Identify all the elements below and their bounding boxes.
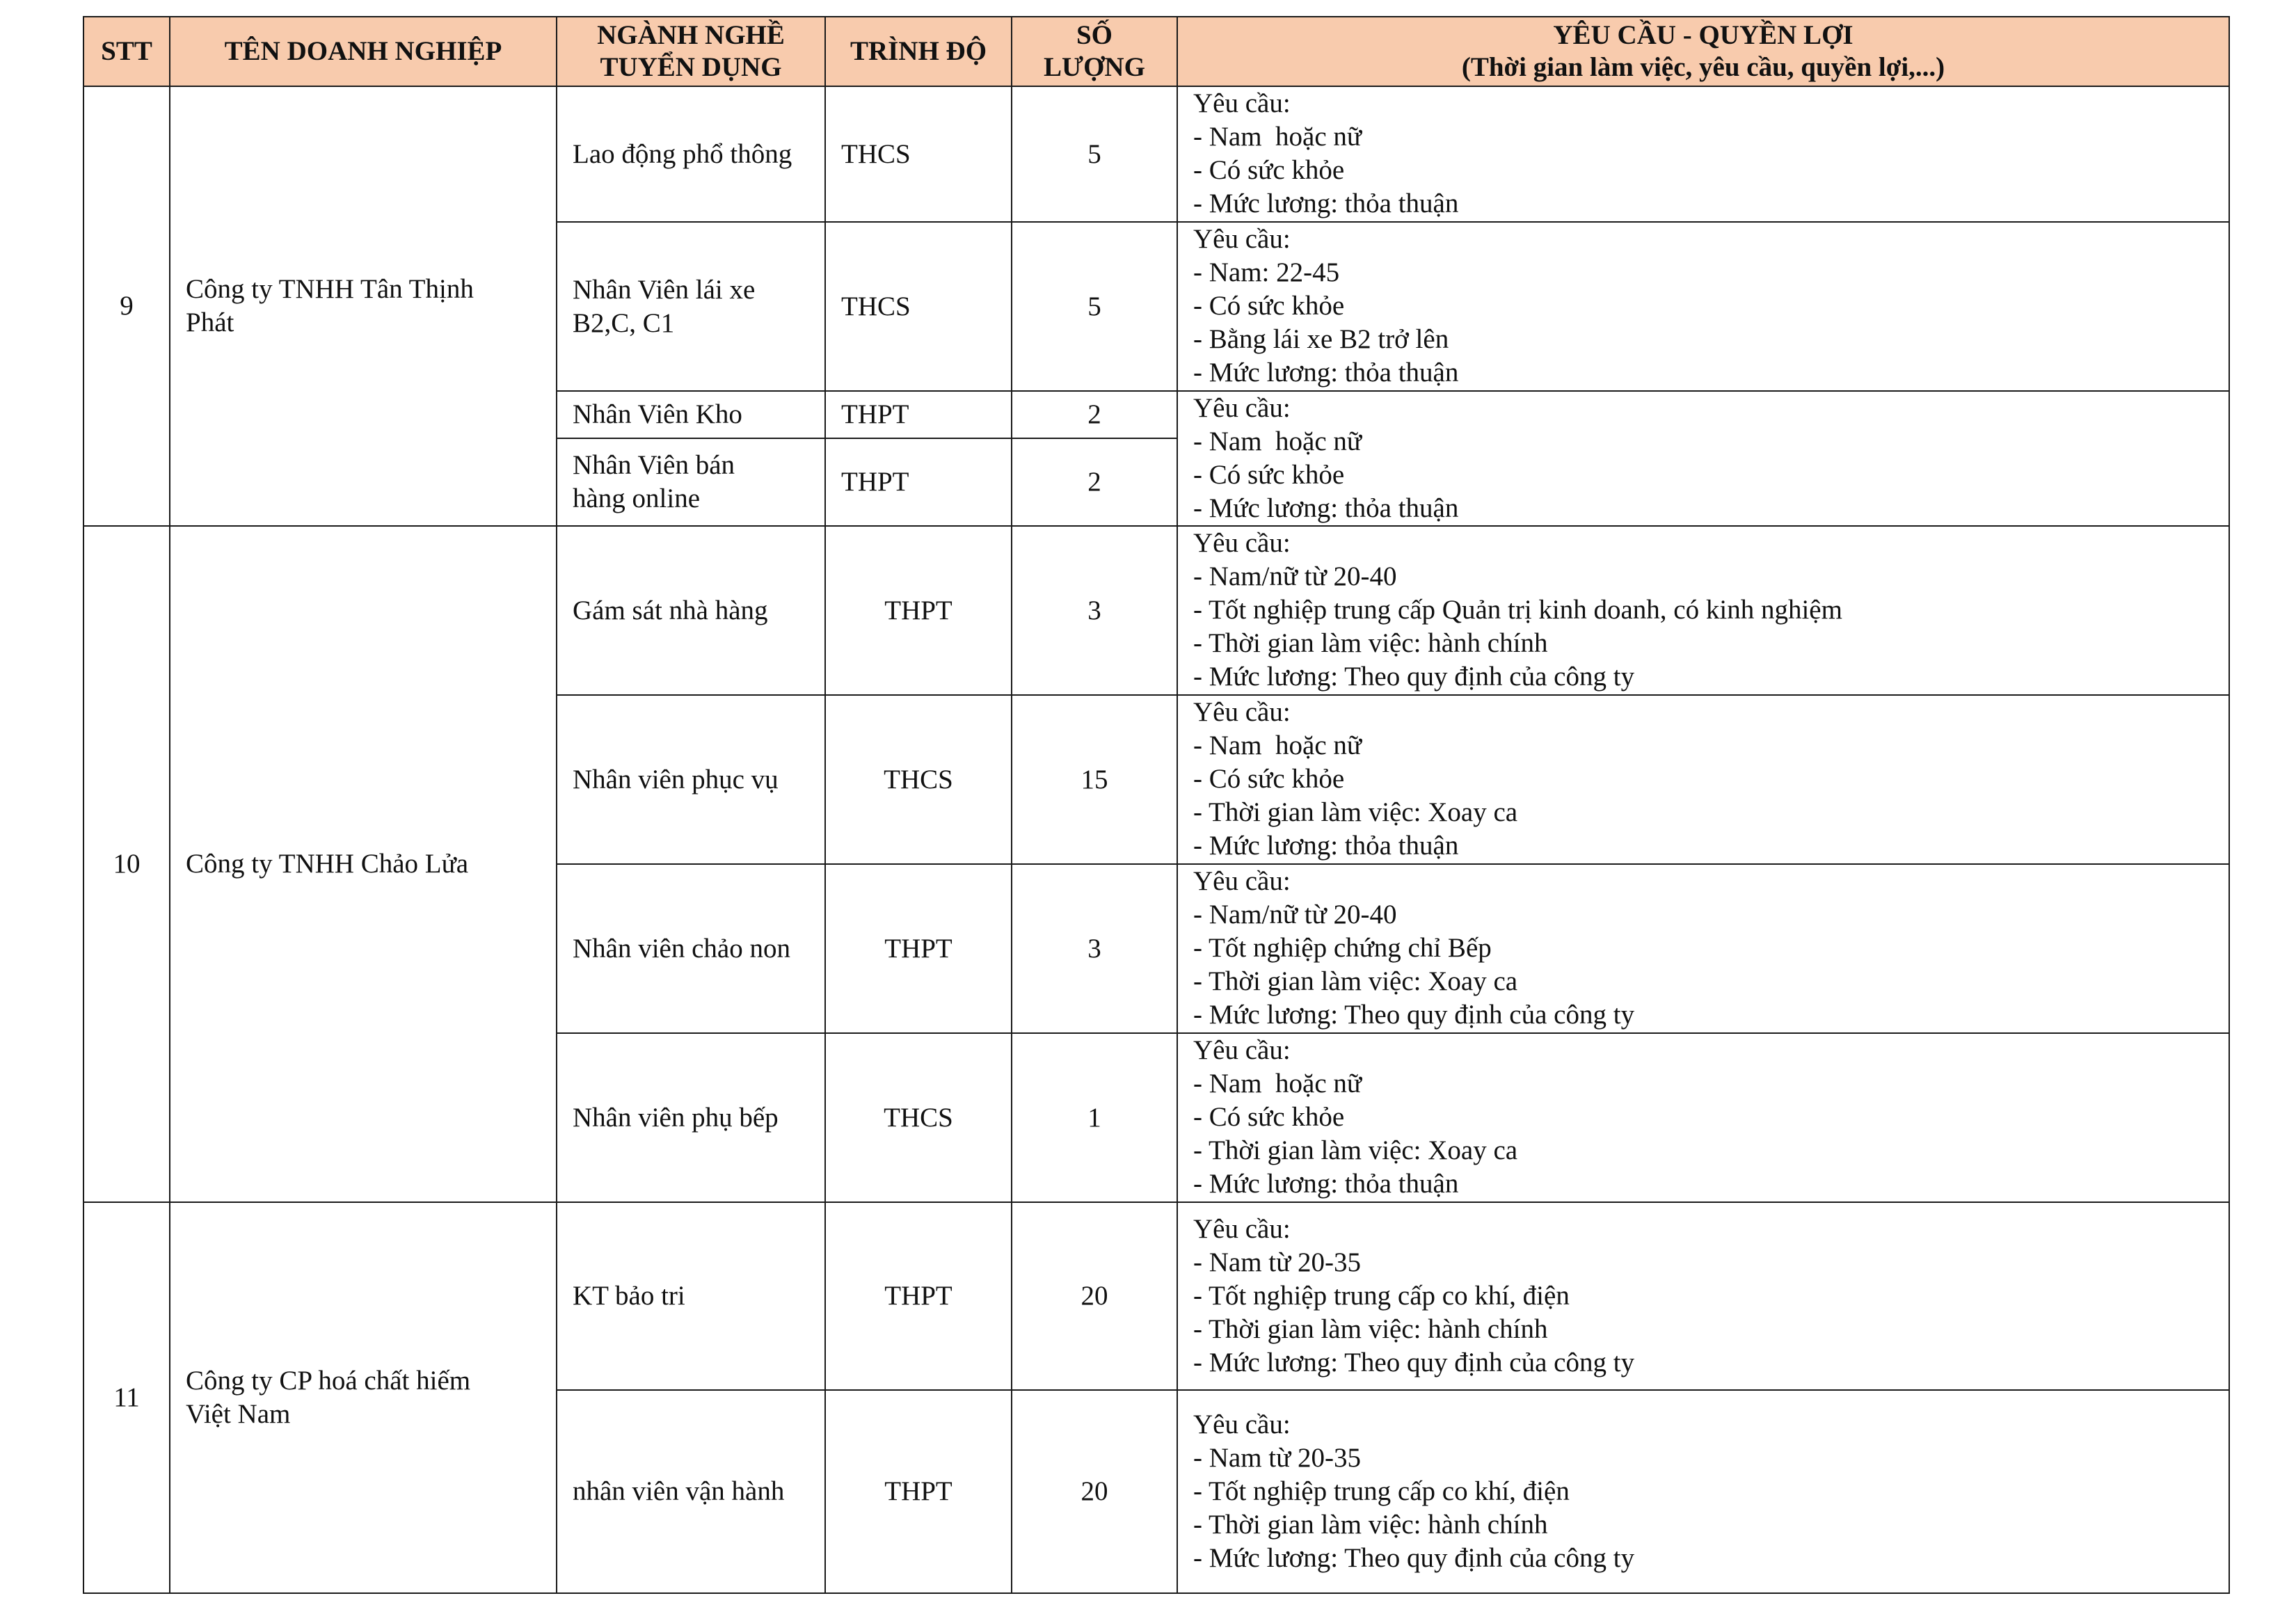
- header-stt: STT: [83, 17, 170, 86]
- job-requirements: Yêu cầu: - Nam hoặc nữ - Có sức khỏe - Thời gian làm việc: Xoay ca - Mức lương: thỏa thuận: [1177, 695, 2229, 864]
- job-quantity: 20: [1012, 1202, 1177, 1390]
- job-title: Lao động phổ thông: [557, 86, 825, 222]
- company-name: Công ty CP hoá chất hiếm Việt Nam: [170, 1202, 557, 1593]
- job-title: Nhân Viên Kho: [557, 391, 825, 438]
- job-level: THPT: [825, 1202, 1012, 1390]
- job-quantity: 20: [1012, 1390, 1177, 1593]
- table-row: [83, 86, 2229, 222]
- table-row: [83, 526, 2229, 695]
- job-level: THCS: [825, 222, 1012, 391]
- job-requirements: Yêu cầu: - Nam: 22-45 - Có sức khỏe - Bằng lái xe B2 trở lên - Mức lương: thỏa thuận: [1177, 222, 2229, 391]
- job-requirements: Yêu cầu: - Nam/nữ từ 20-40 - Tốt nghiệp chứng chỉ Bếp - Thời gian làm việc: Xoay ca - Mức lương: Theo quy định của công ty: [1177, 864, 2229, 1033]
- header-requirements: YÊU CẦU - QUYỀN LỢI (Thời gian làm việc, yêu cầu, quyền lợi,...): [1177, 17, 2229, 86]
- job-quantity: 1: [1012, 1033, 1177, 1202]
- table-row: [83, 1202, 2229, 1390]
- job-title: Nhân viên chảo non: [557, 864, 825, 1033]
- job-level: THCS: [825, 1033, 1012, 1202]
- job-quantity: 15: [1012, 695, 1177, 864]
- job-requirements: Yêu cầu: - Nam hoặc nữ - Có sức khỏe - Mức lương: thỏa thuận: [1177, 391, 2229, 526]
- job-requirements: Yêu cầu: - Nam hoặc nữ - Có sức khỏe - Mức lương: thỏa thuận: [1177, 86, 2229, 222]
- job-level: THPT: [825, 864, 1012, 1033]
- job-title: Nhân Viên lái xe B2,C, C1: [557, 222, 825, 391]
- company-stt: 9: [83, 86, 170, 526]
- job-level: THCS: [825, 86, 1012, 222]
- job-quantity: 5: [1012, 222, 1177, 391]
- job-quantity: 5: [1012, 86, 1177, 222]
- company-name: Công ty TNHH Tân Thịnh Phát: [170, 86, 557, 526]
- header-quantity: SỐ LƯỢNG: [1012, 17, 1177, 86]
- header-job: NGÀNH NGHỀ TUYỂN DỤNG: [557, 17, 825, 86]
- job-level: THCS: [825, 695, 1012, 864]
- job-quantity: 3: [1012, 526, 1177, 695]
- company-name: Công ty TNHH Chảo Lửa: [170, 526, 557, 1202]
- job-level: THPT: [825, 391, 1012, 438]
- job-title: Nhân viên phụ bếp: [557, 1033, 825, 1202]
- job-title: Gám sát nhà hàng: [557, 526, 825, 695]
- company-stt: 11: [83, 1202, 170, 1593]
- job-title: KT bảo tri: [557, 1202, 825, 1390]
- header-company: TÊN DOANH NGHIỆP: [170, 17, 557, 86]
- job-requirements: Yêu cầu: - Nam hoặc nữ - Có sức khỏe - Thời gian làm việc: Xoay ca - Mức lương: thỏa thuận: [1177, 1033, 2229, 1202]
- job-requirements: Yêu cầu: - Nam từ 20-35 - Tốt nghiệp trung cấp co khí, điện - Thời gian làm việc: hành chính - Mức lương: Theo quy định của công ty: [1177, 1390, 2229, 1593]
- job-title: nhân viên vận hành: [557, 1390, 825, 1593]
- job-quantity: 2: [1012, 391, 1177, 438]
- job-quantity: 2: [1012, 438, 1177, 526]
- job-level: THPT: [825, 1390, 1012, 1593]
- job-title: Nhân Viên bán hàng online: [557, 438, 825, 526]
- job-level: THPT: [825, 526, 1012, 695]
- job-quantity: 3: [1012, 864, 1177, 1033]
- job-requirements: Yêu cầu: - Nam/nữ từ 20-40 - Tốt nghiệp trung cấp Quản trị kinh doanh, có kinh nghiệm - Thời gian làm việc: hành chính - Mức lương: Theo quy định của công ty: [1177, 526, 2229, 695]
- header-level: TRÌNH ĐỘ: [825, 17, 1012, 86]
- job-title: Nhân viên phục vụ: [557, 695, 825, 864]
- company-stt: 10: [83, 526, 170, 1202]
- recruitment-table: [83, 16, 2230, 1594]
- job-level: THPT: [825, 438, 1012, 526]
- job-requirements: Yêu cầu: - Nam từ 20-35 - Tốt nghiệp trung cấp co khí, điện - Thời gian làm việc: hành chính - Mức lương: Theo quy định của công ty: [1177, 1202, 2229, 1390]
- header-row: [83, 17, 2229, 86]
